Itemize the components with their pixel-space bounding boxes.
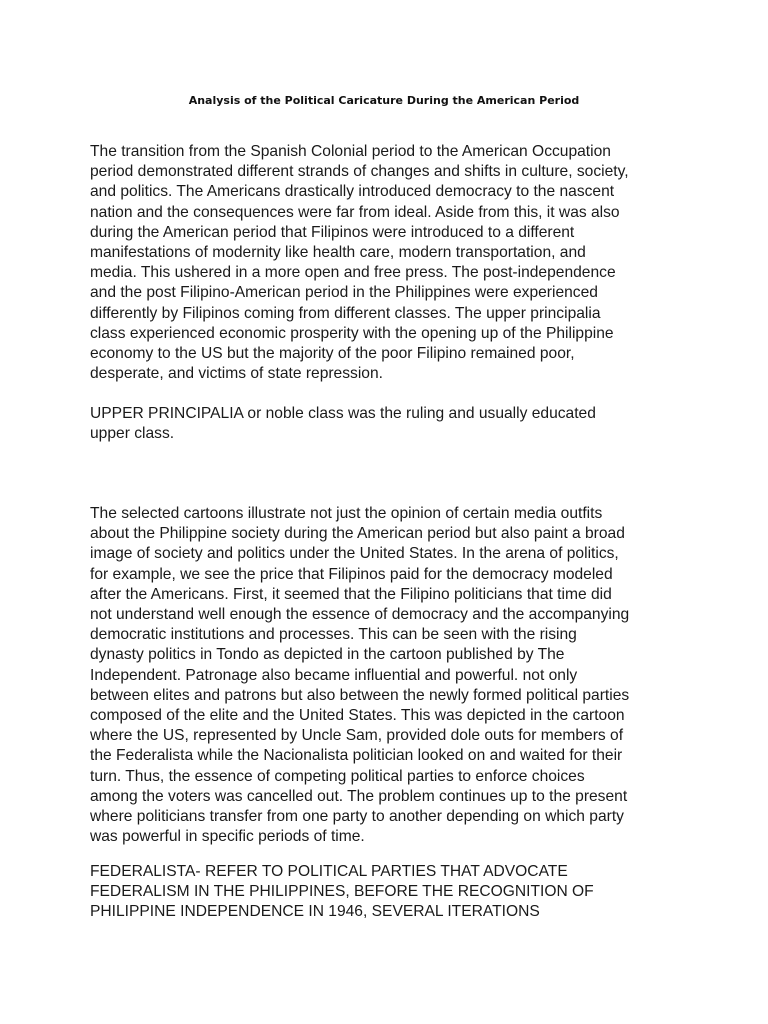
paragraph-line: desperate, and victims of state repression. [90,365,383,383]
paragraph-line: where the US, represented by Uncle Sam, provided dole outs for members of [90,727,624,745]
paragraph-line: The transition from the Spanish Colonial period to the American Occupation [90,143,611,160]
paragraph-line: composed of the elite and the United States. This was depicted in the cartoon [90,707,625,725]
paragraph-principalia-note [90,404,690,444]
paragraph-line: and the post Filipino-American period in the Philippines were experienced [90,284,598,302]
paragraph-line: upper class. [90,425,175,443]
paragraph-line: where politicians transfer from one party to another depending on which party [90,808,624,826]
paragraph-line: not understand well enough the essence of democracy and the accompanying [90,606,630,624]
paragraph-line: FEDERALISM IN THE PHILIPPINES, BEFORE THE RECOGNITION OF [90,883,594,901]
paragraph-intro [90,142,690,384]
paragraph-line: turn. Thus, the essence of competing political parties to enforce choices [90,767,585,785]
paragraph-line: differently by Filipinos coming from different classes. The upper principalia [90,304,601,322]
document-title: Analysis of the Political Caricature During the American Period [188,94,580,107]
paragraph-line: among the voters was cancelled out. The problem continues up to the present [90,787,628,805]
paragraph-line: manifestations of modernity like health care, modern transportation, and [90,244,586,262]
paragraph-cartoon-analysis [90,504,690,847]
paragraph-line: dynasty politics in Tondo as depicted in the cartoon published by The [90,646,565,664]
paragraph-line: democratic institutions and processes. This can be seen with the rising [90,626,577,644]
paragraph-line: about the Philippine society during the American period but also paint a broad [90,525,625,543]
paragraph-line: The selected cartoons illustrate not just the opinion of certain media outfits [90,505,603,522]
paragraph-line: the Federalista while the Nacionalista politician looked on and waited for their [90,747,623,765]
paragraph-line: and politics. The Americans drastically introduced democracy to the nascent [90,183,615,201]
paragraph-line: image of society and politics under the United States. In the arena of politics, [90,545,619,563]
paragraph-line: was powerful in specific periods of time. [90,828,365,846]
paragraph-line: media. This ushered in a more open and free press. The post-independence [90,264,616,282]
paragraph-line: class experienced economic prosperity with the opening up of the Philippine [90,324,614,342]
paragraph-line: Independent. Patronage also became influential and powerful. not only [90,666,578,684]
paragraph-line: PHILIPPINE INDEPENDENCE IN 1946, SEVERAL ITERATIONS [90,903,540,921]
paragraph-federalista-note [90,862,690,923]
paragraph-line: FEDERALISTA- REFER TO POLITICAL PARTIES THAT ADVOCATE [90,863,568,880]
paragraph-line: for example, we see the price that Filipinos paid for the democracy modeled [90,565,613,583]
paragraph-line: between elites and patrons but also between the newly formed political parties [90,686,630,704]
paragraph-line: nation and the consequences were far from ideal. Aside from this, it was also [90,203,620,221]
paragraph-line: UPPER PRINCIPALIA or noble class was the ruling and usually educated [90,405,596,422]
paragraph-line: economy to the US but the majority of the poor Filipino remained poor, [90,345,575,363]
paragraph-line: period demonstrated different strands of changes and shifts in culture, society, [90,163,629,181]
paragraph-line: after the Americans. First, it seemed that the Filipino politicians that time did [90,585,612,603]
paragraph-line: during the American period that Filipinos were introduced to a different [90,223,575,241]
